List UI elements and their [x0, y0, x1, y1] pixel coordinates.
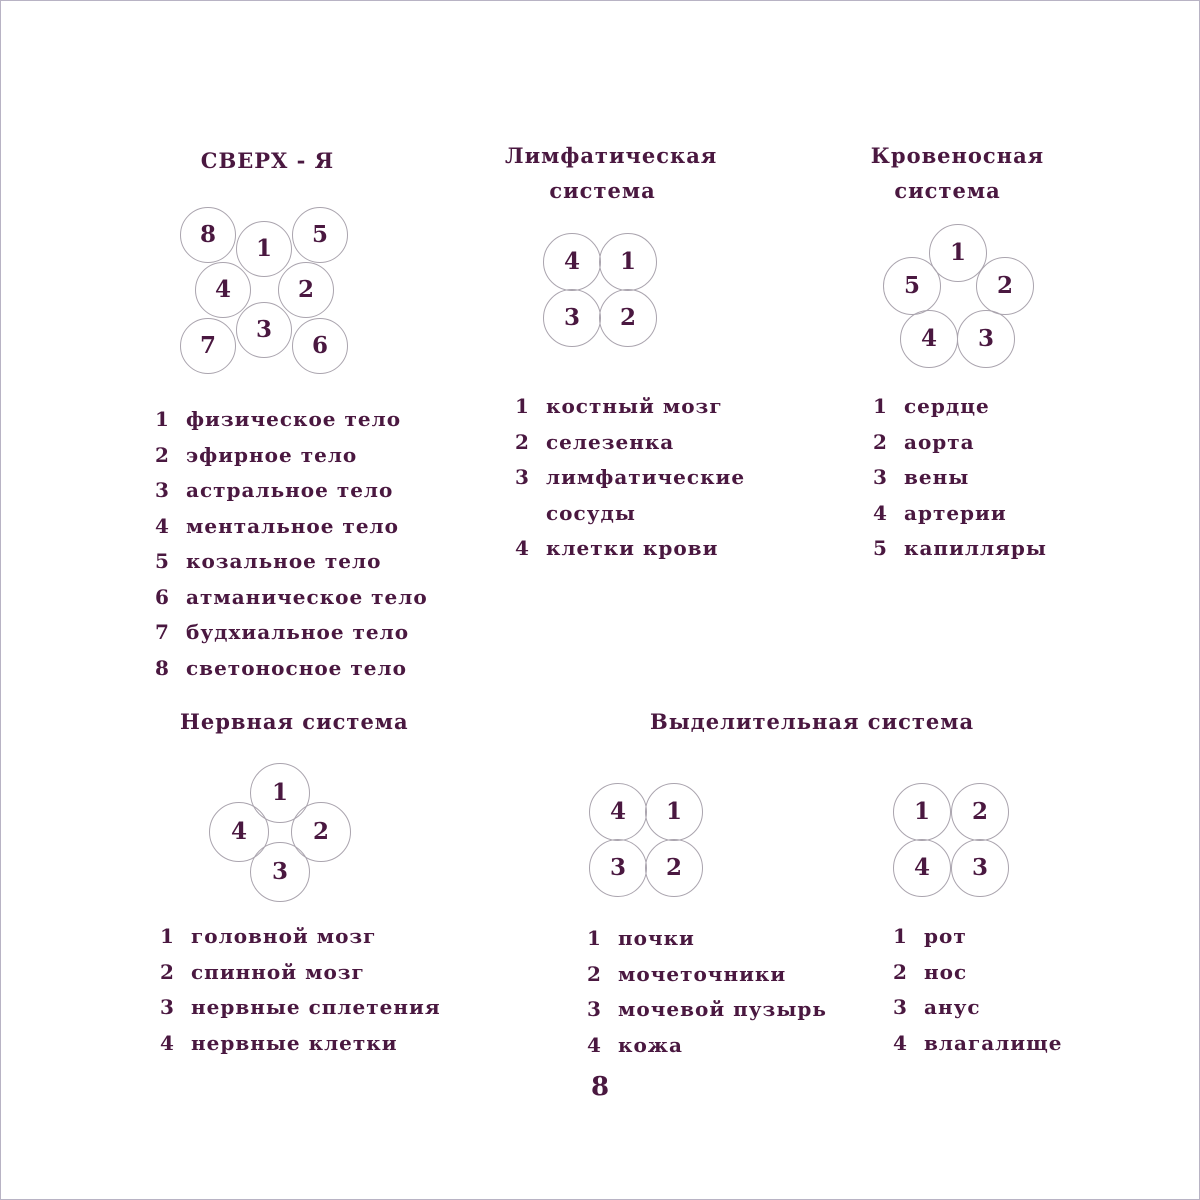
list-item-label: аорта	[904, 429, 975, 454]
list-item-label: астральное тело	[186, 478, 394, 502]
circle-label-sverh: 5	[311, 221, 328, 248]
list-item	[155, 473, 428, 509]
list-sverh	[155, 402, 428, 686]
list-item-number: 3	[160, 995, 175, 1019]
list-item	[515, 496, 745, 532]
list-item-label: клетки крови	[546, 536, 719, 560]
circle-label-excr-left: 4	[609, 798, 626, 825]
title-lymph-line1: Лимфатическая	[505, 143, 718, 168]
list-item-number: 2	[155, 442, 170, 467]
list-item	[155, 651, 428, 687]
list-nerv	[160, 919, 441, 1061]
list-item-number: 3	[587, 997, 602, 1021]
circle-label-excr-right: 3	[971, 854, 988, 881]
list-item	[155, 544, 428, 580]
list-item	[873, 425, 1047, 461]
list-item	[873, 460, 1047, 496]
list-item	[893, 955, 1062, 991]
circle-label-sverh: 2	[297, 276, 314, 303]
list-item-label: козальное тело	[186, 549, 382, 573]
circle-label-nerv: 3	[271, 858, 288, 885]
list-item	[893, 990, 1062, 1026]
list-item-label: селезенка	[546, 429, 675, 454]
list-item-label: эфирное тело	[186, 442, 358, 467]
list-item-label: физическое тело	[186, 407, 402, 431]
circle-label-sverh: 3	[255, 316, 272, 343]
title-lymph-line2: система	[549, 178, 656, 203]
circle-label-excr-left: 3	[609, 854, 626, 881]
circle-label-blood: 3	[977, 325, 994, 352]
list-item-label: спинной мозг	[191, 959, 365, 984]
circle-label-lymph: 1	[619, 248, 636, 275]
list-item-label: нервные клетки	[191, 1030, 398, 1055]
list-item-label: рот	[924, 924, 967, 948]
list-item-label: нервные сплетения	[191, 995, 441, 1019]
list-item-label: будхиальное тело	[186, 620, 410, 644]
list-item	[873, 531, 1047, 567]
list-item	[515, 389, 745, 425]
list-item-number: 2	[160, 959, 175, 984]
list-item	[515, 531, 745, 567]
title-blood-line2: система	[894, 178, 1001, 203]
list-item-label: нос	[924, 959, 968, 984]
circle-label-sverh: 8	[199, 221, 216, 248]
circle-label-lymph: 2	[619, 304, 636, 331]
list-item-number: 3	[893, 995, 908, 1019]
list-item	[587, 921, 827, 957]
list-item-number: 7	[155, 620, 170, 644]
list-lymph	[515, 389, 745, 567]
circle-label-excr-left: 2	[665, 854, 682, 881]
list-item	[155, 509, 428, 545]
list-item-number: 1	[515, 394, 530, 418]
list-item-number: 1	[155, 407, 170, 431]
circle-label-excr-right: 4	[913, 854, 930, 881]
list-item-label: атманическое тело	[186, 584, 428, 609]
list-item	[587, 957, 827, 993]
list-item	[155, 438, 428, 474]
list-item-label: сердце	[904, 394, 990, 418]
circle-label-lymph: 3	[563, 304, 580, 331]
list-blood	[873, 389, 1047, 567]
list-item-number: 8	[155, 655, 170, 680]
list-item-number: 4	[155, 513, 170, 538]
list-item-label: капилляры	[904, 536, 1047, 560]
title-sverh: СВЕРХ - Я	[200, 148, 335, 173]
list-item-number: 3	[155, 478, 170, 502]
circle-label-nerv: 1	[271, 779, 288, 806]
list-item-number: 1	[160, 924, 175, 948]
list-item-label: мочевой пузырь	[618, 997, 827, 1021]
list-item-number: 4	[587, 1032, 602, 1057]
list-item-label: почки	[618, 926, 695, 950]
circle-label-nerv: 4	[230, 818, 247, 845]
circle-label-blood: 1	[949, 239, 966, 266]
circle-label-excr-left: 1	[665, 798, 682, 825]
list-item-label: мочеточники	[618, 961, 787, 986]
list-item	[160, 990, 441, 1026]
list-item	[515, 460, 745, 496]
list-item-number: 4	[893, 1030, 908, 1055]
list-item-number: 1	[587, 926, 602, 950]
list-item-number: 2	[893, 959, 908, 984]
list-item-label: костный мозг	[546, 394, 723, 418]
list-item	[160, 919, 441, 955]
list-item	[587, 992, 827, 1028]
list-item-number: 4	[515, 536, 530, 560]
list-item-label: вены	[904, 465, 970, 489]
list-item-number: 6	[155, 584, 170, 609]
list-item-label: лимфатические	[546, 465, 746, 489]
circle-label-sverh: 4	[214, 276, 231, 303]
title-nerv: Нервная система	[180, 709, 409, 734]
list-item-number: 4	[160, 1030, 175, 1055]
list-item	[160, 955, 441, 991]
list-item	[893, 919, 1062, 955]
list-item	[873, 496, 1047, 532]
list-item	[155, 402, 428, 438]
circle-label-blood: 5	[903, 272, 920, 299]
list-item-number: 2	[873, 429, 888, 454]
list-item	[893, 1026, 1062, 1062]
circle-label-sverh: 7	[199, 332, 216, 359]
list-item	[515, 425, 745, 461]
list-item-number: 3	[873, 465, 888, 489]
list-item-number: 5	[155, 549, 170, 573]
page-number: 8	[590, 1072, 610, 1102]
list-item	[155, 615, 428, 651]
list-item-label: влагалище	[924, 1030, 1063, 1055]
circle-label-excr-right: 1	[913, 798, 930, 825]
list-item	[155, 580, 428, 616]
list-item-label: артерии	[904, 500, 1007, 525]
list-item-number: 4	[873, 500, 888, 525]
list-excr-right	[893, 919, 1062, 1061]
list-item-number: 2	[515, 429, 530, 454]
list-item-label: анус	[924, 995, 981, 1019]
list-item	[160, 1026, 441, 1062]
list-item-label: ментальное тело	[186, 513, 399, 538]
circle-label-sverh: 6	[311, 332, 328, 359]
circle-label-sverh: 1	[255, 235, 272, 262]
title-blood-line1: Кровеносная	[870, 143, 1045, 168]
title-excr: Выделительная система	[650, 709, 975, 734]
circle-label-excr-right: 2	[971, 798, 988, 825]
list-item-label: кожа	[618, 1032, 683, 1057]
list-item-number: 2	[587, 961, 602, 986]
list-item	[873, 389, 1047, 425]
list-item-number: 3	[515, 465, 530, 489]
list-item-number: 5	[873, 536, 888, 560]
list-item-label: сосуды	[546, 500, 636, 525]
list-item	[587, 1028, 827, 1064]
list-excr-left	[587, 921, 827, 1063]
circle-label-lymph: 4	[563, 248, 580, 275]
circle-label-nerv: 2	[312, 818, 329, 845]
circle-label-blood: 4	[920, 325, 937, 352]
list-item-number: 1	[873, 394, 888, 418]
circle-label-blood: 2	[996, 272, 1013, 299]
list-item-label: головной мозг	[191, 924, 377, 948]
list-item-number: 1	[893, 924, 908, 948]
list-item-label: светоносное тело	[186, 655, 407, 680]
